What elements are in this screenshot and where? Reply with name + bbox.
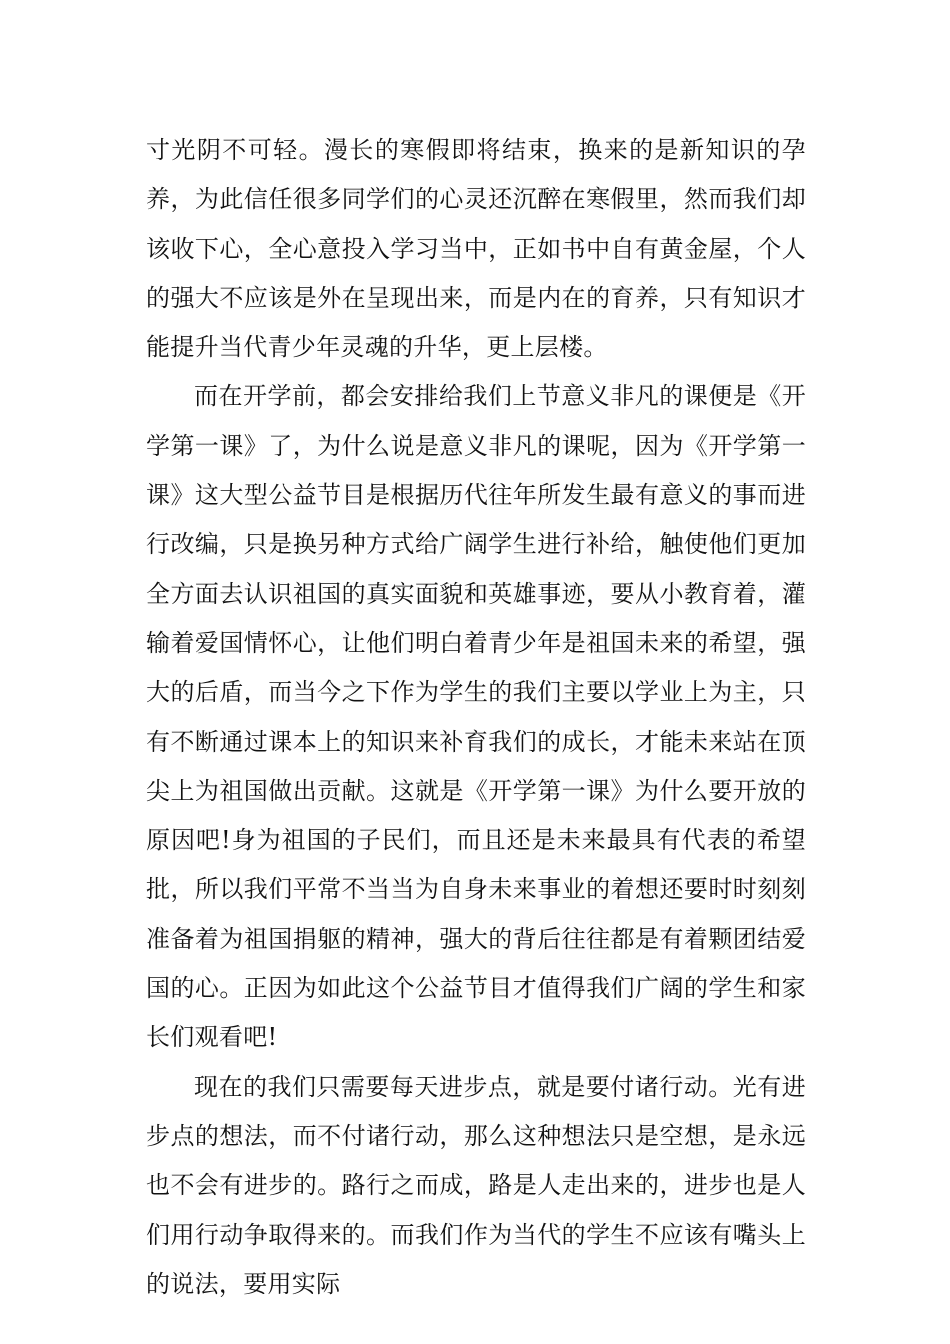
paragraph-progress: 现在的我们只需要每天进步点，就是要付诸行动。光有进步点的想法，而不付诸行动，那么这种想法只是空想，是永远也不会有进步的。路行之而成，路是人走出来的，进步也是人们用行动争取得来的。而我们作为当代的学生不应该有嘴头上的说法，要用实际 (146, 1072, 806, 1298)
document-body (146, 126, 806, 1309)
paragraph-first-lesson: 而在开学前，都会安排给我们上节意义非凡的课便是《开学第一课》了，为什么说是意义非凡的课呢，因为《开学第一课》这大型公益节目是根据历代往年所发生最有意义的事而进行改编，只是换另种方式给广阔学生进行补给，触使他们更加全方面去认识祖国的真实面貌和英雄事迹，要从小教育着，灌输着爱国情怀心，让他们明白着青少年是祖国未来的希望，强大的后盾，而当今之下作为学生的我们主要以学业上为主，只有不断通过课本上的知识来补育我们的成长，才能未来站在顶尖上为祖国做出贡献。这就是《开学第一课》为什么要开放的原因吧!身为祖国的子民们，而且还是未来最具有代表的希望批，所以我们平常不当当为自身未来事业的着想还要时时刻刻准备着为祖国捐躯的精神，强大的背后往往都是有着颗团结爱国的心。正因为如此这个公益节目才值得我们广阔的学生和家长们观看吧! (146, 382, 806, 1052)
paragraph-continued: 寸光阴不可轻。漫长的寒假即将结束，换来的是新知识的孕养，为此信任很多同学们的心灵还沉醉在寒假里，然而我们却该收下心，全心意投入学习当中，正如书中自有黄金屋，个人的强大不应该是外在呈现出来，而是内在的育养，只有知识才能提升当代青少年灵魂的升华，更上层楼。 (146, 136, 806, 362)
